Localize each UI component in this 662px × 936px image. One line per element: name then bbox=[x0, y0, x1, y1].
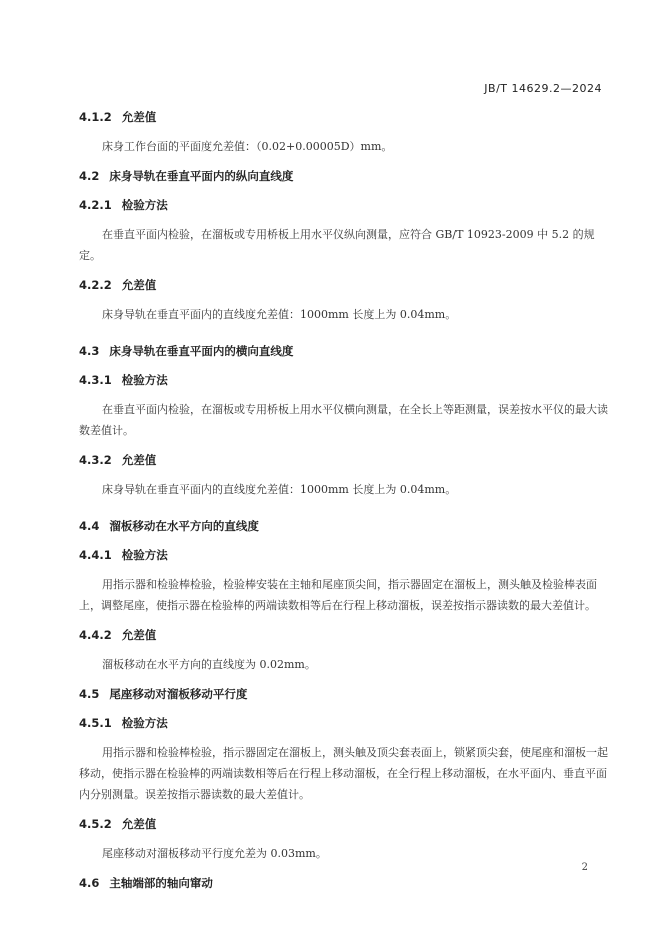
section-number: 4.5.2 bbox=[79, 817, 112, 831]
paragraph: 尾座移动对溜板移动平行度允差为 0.03mm。 bbox=[102, 847, 327, 860]
paragraph: 在垂直平面内检验，在溜板或专用桥板上用水平仪横向测量，在全长上等距测量，误差按水平仪的最大读数差值计。 bbox=[79, 403, 608, 437]
paragraph: 床身导轨在垂直平面内的直线度允差值：1000mm 长度上为 0.04mm。 bbox=[102, 308, 457, 321]
paragraph: 溜板移动在水平方向的直线度为 0.02mm。 bbox=[102, 658, 316, 671]
section-heading bbox=[79, 625, 609, 645]
section-title: 溜板移动在水平方向的直线度 bbox=[109, 519, 259, 533]
section-number: 4.5.1 bbox=[79, 716, 112, 730]
section-heading bbox=[79, 195, 609, 215]
section-heading bbox=[79, 370, 609, 390]
section-heading bbox=[79, 873, 609, 893]
section-title: 检验方法 bbox=[121, 548, 168, 562]
section-title: 允差值 bbox=[121, 628, 157, 642]
section-title: 允差值 bbox=[121, 110, 157, 124]
section-title: 床身导轨在垂直平面内的纵向直线度 bbox=[109, 169, 294, 183]
section-number: 4.1.2 bbox=[79, 110, 112, 124]
section-title: 检验方法 bbox=[121, 716, 168, 730]
page-number: 2 bbox=[581, 862, 588, 873]
paragraph: 在垂直平面内检验，在溜板或专用桥板上用水平仪纵向测量，应符合 GB/T 10923-2009 中 5.2 的规定。 bbox=[79, 228, 595, 262]
section-number: 4.2.1 bbox=[79, 198, 112, 212]
section-heading bbox=[79, 166, 609, 186]
section-title: 尾座移动对溜板移动平行度 bbox=[109, 687, 248, 701]
section-number: 4.6 bbox=[79, 876, 100, 890]
section-number: 4.4 bbox=[79, 519, 100, 533]
section-title: 允差值 bbox=[121, 817, 157, 831]
section-number: 4.5 bbox=[79, 687, 100, 701]
section-heading bbox=[79, 341, 609, 361]
section-title: 检验方法 bbox=[121, 373, 168, 387]
section-number: 4.2 bbox=[79, 169, 100, 183]
section-heading bbox=[79, 450, 609, 470]
section-heading bbox=[79, 107, 609, 127]
section-heading bbox=[79, 275, 609, 295]
paragraph: 床身导轨在垂直平面内的直线度允差值：1000mm 长度上为 0.04mm。 bbox=[102, 483, 457, 496]
paragraph: 床身工作台面的平面度允差值：（0.02+0.00005D）mm。 bbox=[102, 140, 393, 153]
section-title: 允差值 bbox=[121, 278, 157, 292]
section-heading bbox=[79, 713, 609, 733]
section-number: 4.3 bbox=[79, 344, 100, 358]
section-number: 4.3.1 bbox=[79, 373, 112, 387]
section-heading bbox=[79, 814, 609, 834]
section-heading bbox=[79, 516, 609, 536]
section-title: 床身导轨在垂直平面内的横向直线度 bbox=[109, 344, 294, 358]
section-number: 4.2.2 bbox=[79, 278, 112, 292]
standard-code: JB/T 14629.2—2024 bbox=[484, 82, 602, 95]
section-title: 检验方法 bbox=[121, 198, 168, 212]
document-body bbox=[79, 107, 609, 893]
section-number: 4.4.2 bbox=[79, 628, 112, 642]
section-heading bbox=[79, 545, 609, 565]
section-heading bbox=[79, 684, 609, 704]
section-title: 主轴端部的轴向窜动 bbox=[109, 876, 213, 890]
section-title: 允差值 bbox=[121, 453, 157, 467]
paragraph: 用指示器和检验棒检验，指示器固定在溜板上，测头触及顶尖套表面上，锁紧顶尖套，使尾座和溜板一起移动，使指示器在检验棒的两端读数相等后在行程上移动溜板，在全行程上移动溜板，在水平面内、垂直平面内分别测量。误差按指示器读数的最大差值计。 bbox=[79, 746, 608, 801]
section-number: 4.3.2 bbox=[79, 453, 112, 467]
section-number: 4.4.1 bbox=[79, 548, 112, 562]
paragraph: 用指示器和检验棒检验，检验棒安装在主轴和尾座顶尖间，指示器固定在溜板上，测头触及检验棒表面上，调整尾座，使指示器在检验棒的两端读数相等后在行程上移动溜板，误差按指示器读数的最大差值计。 bbox=[79, 578, 597, 612]
